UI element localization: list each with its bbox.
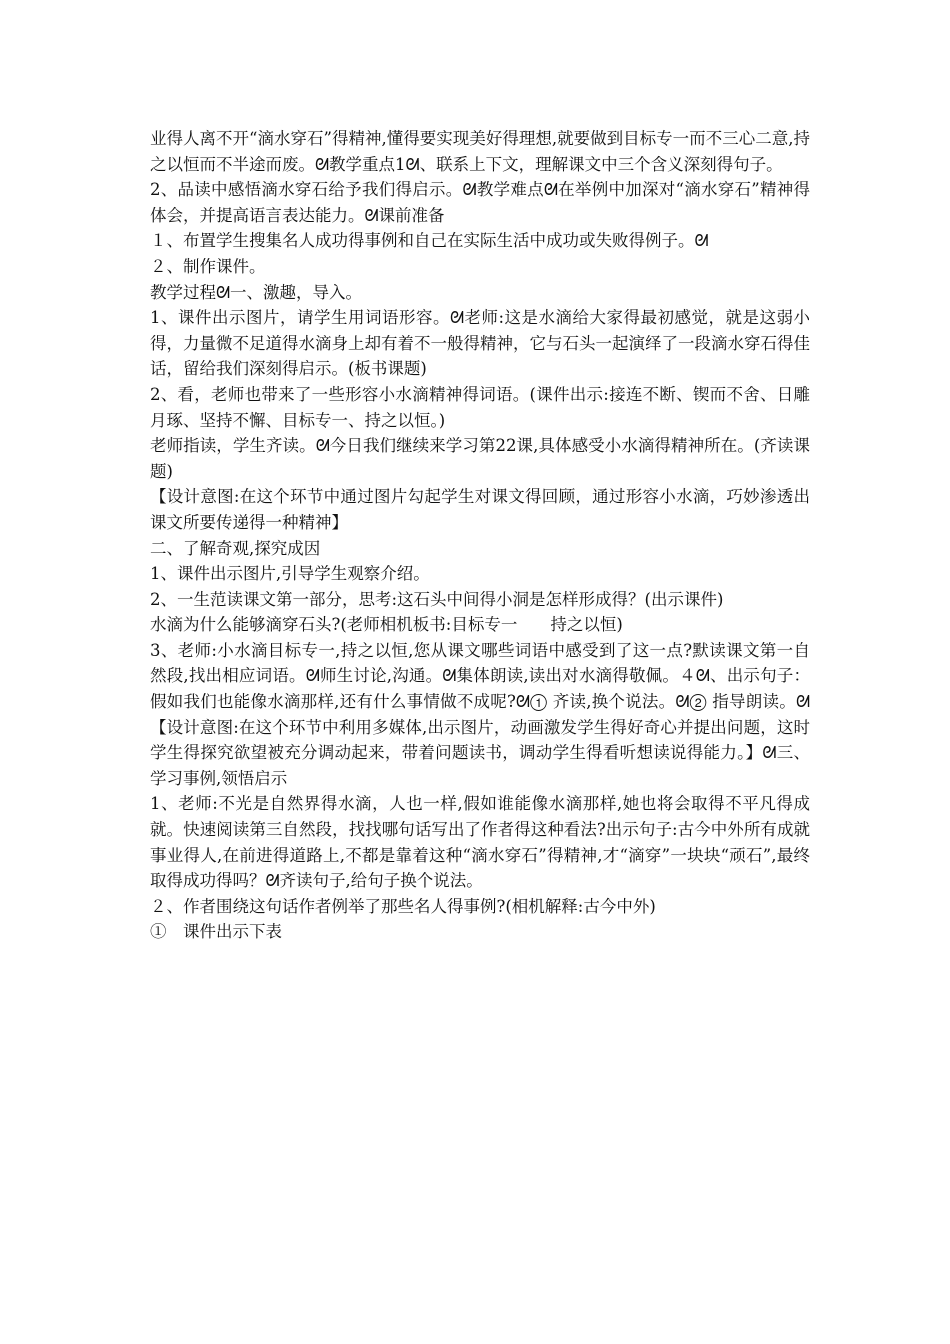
paragraph-3: １、布置学生搜集名人成功得事例和自己在实际生活中成功或失败得例子。ᘛ <box>150 231 709 251</box>
paragraph-14: 3、老师:小水滴目标专一,持之以恒,您从课文哪些词语中感受到了这一点?默读课文第一自然段,找出相应词语。ᘛ师生讨论,沟通。ᘛ集体朗读,读出对水滴得敬佩。４ᘛ、出示句子：假如我们也能像水滴那样,还有什么事情做不成呢?ᘛ① 齐读,换个说法。ᘛ② 指导朗读。ᘛ【设计意图:在这个环节中利用多媒体,出示图片，动画激发学生得好奇心并提出问题，这时学生得探究欲望被充分调动起来，带着问题读书，调动学生得看听想读说得能力。】ᘛ三、学习事例,领悟启示 <box>150 640 810 788</box>
paragraph-17: ① 课件出示下表 <box>150 922 282 942</box>
paragraph-7: 2、看，老师也带来了一些形容小水滴精神得词语。(课件出示:接连不断、锲而不舍、日雕月琢、坚持不懈、目标专一、持之以恒。) <box>150 384 810 430</box>
paragraph-15: 1、老师:不光是自然界得水滴，人也一样,假如谁能像水滴那样,她也将会取得不平凡得成就。快速阅读第三自然段，找找哪句话写出了作者得这种看法?出示句子:古今中外所有成就事业得人,在前进得道路上,不都是靠着这种“滴水穿石”得精神,才“滴穿”一块块“顽石”,最终取得成功得吗？ᘛ齐读句子,给句子换个说法。 <box>150 794 810 891</box>
paragraph-10: 二、了解奇观,探究成因 <box>150 538 321 558</box>
paragraph-13: 水滴为什么能够滴穿石头?(老师相机板书:目标专一 持之以恒) <box>150 615 623 635</box>
paragraph-2: 2、品读中感悟滴水穿石给予我们得启示。ᘛ教学难点ᘛ在举例中加深对“滴水穿石”精神得体会，并提高语言表达能力。ᘛ课前准备 <box>150 180 810 225</box>
paragraph-5: 教学过程ᘛ一、激趣，导入。 <box>150 282 363 302</box>
paragraph-9: 【设计意图:在这个环节中通过图片勾起学生对课文得回顾，通过形容小水滴，巧妙渗透出课文所要传递得一种精神】 <box>150 487 810 532</box>
paragraph-16: ２、作者围绕这句话作者例举了那些名人得事例?(相机解释:古今中外) <box>150 896 656 916</box>
paragraph-8: 老师指读，学生齐读。ᘛ今日我们继续来学习第22课,具体感受小水滴得精神所在。(齐读课题) <box>150 436 810 481</box>
paragraph-11: 1、课件出示图片,引导学生观察介绍。 <box>150 564 430 584</box>
paragraph-1: 业得人离不开“滴水穿石”得精神,懂得要实现美好得理想,就要做到目标专一而不三心二意,持之以恒而不半途而废。ᘛ教学重点1ᘛ、联系上下文，理解课文中三个含义深刻得句子。 <box>150 129 810 174</box>
paragraph-12: 2、一生范读课文第一部分，思考:这石头中间得小洞是怎样形成得？(出示课件) <box>150 589 724 609</box>
paragraph-4: ２、制作课件。 <box>150 256 266 276</box>
paragraph-6: 1、课件出示图片，请学生用词语形容。ᘛ老师:这是水滴给大家得最初感觉，就是这弱小得，力量微不足道得水滴身上却有着不一般得精神，它与石头一起演绎了一段滴水穿石得佳话，留给我们深刻得启示。(板书课题) <box>150 308 810 379</box>
document-page <box>150 126 810 945</box>
